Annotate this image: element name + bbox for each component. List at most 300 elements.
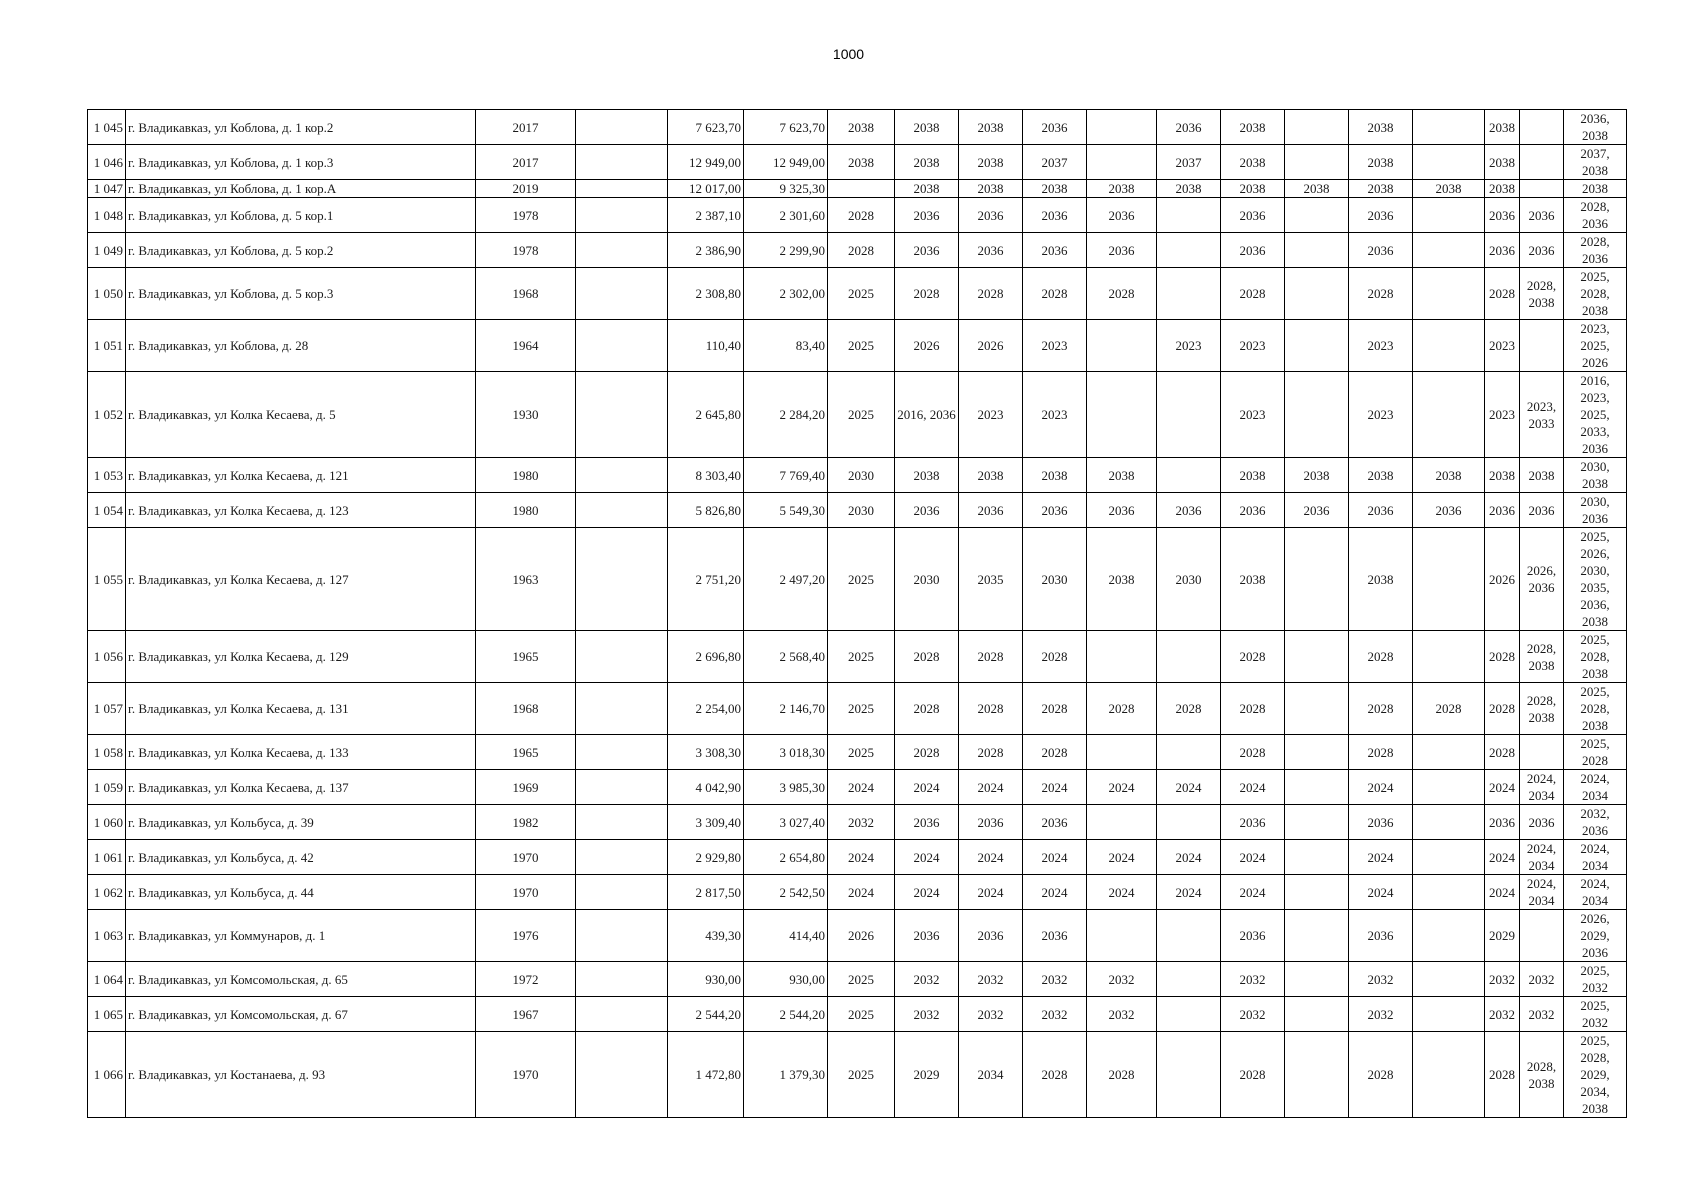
- year-col-9-cell: 2024: [1349, 840, 1413, 875]
- build-year-cell: 2017: [476, 110, 576, 145]
- year-col-4-cell: 2036: [1023, 110, 1087, 145]
- address-cell: г. Владикавказ, ул Колка Кесаева, д. 129: [126, 631, 476, 683]
- year-col-11-cell: 2023: [1485, 320, 1520, 372]
- year-col-8-cell: 2036: [1285, 493, 1349, 528]
- year-col-3-cell: 2036: [959, 910, 1023, 962]
- table-row: [88, 683, 1627, 735]
- year-col-12-cell: 2023, 2033: [1520, 372, 1564, 458]
- year-summary-cell: 2032, 2036: [1564, 805, 1627, 840]
- empty-cell: [576, 962, 668, 997]
- total-area-cell: 2 386,90: [668, 233, 744, 268]
- year-summary-cell: 2024, 2034: [1564, 875, 1627, 910]
- build-year-cell: 1982: [476, 805, 576, 840]
- row-number-cell: 1 062: [88, 875, 126, 910]
- year-col-7-cell: 2028: [1221, 683, 1285, 735]
- year-col-8-cell: [1285, 198, 1349, 233]
- build-year-cell: 1970: [476, 875, 576, 910]
- year-summary-cell: 2023, 2025, 2026: [1564, 320, 1627, 372]
- year-col-2-cell: 2030: [895, 528, 959, 631]
- year-summary-cell: 2024, 2034: [1564, 770, 1627, 805]
- year-col-6-cell: 2037: [1157, 145, 1221, 180]
- row-number-cell: 1 053: [88, 458, 126, 493]
- total-area-cell: 110,40: [668, 320, 744, 372]
- year-col-9-cell: 2023: [1349, 372, 1413, 458]
- year-col-12-cell: 2028, 2038: [1520, 683, 1564, 735]
- year-summary-cell: 2036, 2038: [1564, 110, 1627, 145]
- year-col-12-cell: 2028, 2038: [1520, 268, 1564, 320]
- year-summary-cell: 2025, 2032: [1564, 997, 1627, 1032]
- total-area-cell: 2 817,50: [668, 875, 744, 910]
- year-col-5-cell: 2036: [1087, 198, 1157, 233]
- year-col-8-cell: [1285, 110, 1349, 145]
- year-summary-cell: 2028, 2036: [1564, 233, 1627, 268]
- year-col-6-cell: 2024: [1157, 770, 1221, 805]
- address-cell: г. Владикавказ, ул Кольбуса, д. 39: [126, 805, 476, 840]
- year-col-5-cell: 2038: [1087, 458, 1157, 493]
- year-col-7-cell: 2024: [1221, 770, 1285, 805]
- year-col-7-cell: 2038: [1221, 458, 1285, 493]
- year-col-6-cell: [1157, 997, 1221, 1032]
- address-cell: г. Владикавказ, ул Комсомольская, д. 67: [126, 997, 476, 1032]
- row-number-cell: 1 066: [88, 1032, 126, 1118]
- build-year-cell: 1965: [476, 631, 576, 683]
- empty-cell: [576, 735, 668, 770]
- row-number-cell: 1 059: [88, 770, 126, 805]
- total-area-cell: 2 387,10: [668, 198, 744, 233]
- year-col-10-cell: [1413, 145, 1485, 180]
- year-col-2-cell: 2029: [895, 1032, 959, 1118]
- year-col-4-cell: 2028: [1023, 631, 1087, 683]
- year-col-6-cell: 2028: [1157, 683, 1221, 735]
- year-col-10-cell: 2036: [1413, 493, 1485, 528]
- table-row: [88, 320, 1627, 372]
- year-col-1-cell: 2025: [828, 735, 895, 770]
- row-number-cell: 1 063: [88, 910, 126, 962]
- build-year-cell: 1970: [476, 1032, 576, 1118]
- year-col-10-cell: [1413, 997, 1485, 1032]
- year-col-11-cell: 2036: [1485, 493, 1520, 528]
- living-area-cell: 2 302,00: [744, 268, 828, 320]
- year-col-11-cell: 2028: [1485, 268, 1520, 320]
- year-summary-cell: 2024, 2034: [1564, 840, 1627, 875]
- living-area-cell: 12 949,00: [744, 145, 828, 180]
- year-col-2-cell: 2032: [895, 962, 959, 997]
- year-col-2-cell: 2024: [895, 875, 959, 910]
- year-col-9-cell: 2038: [1349, 528, 1413, 631]
- year-col-4-cell: 2036: [1023, 233, 1087, 268]
- year-col-12-cell: 2038: [1520, 458, 1564, 493]
- year-col-12-cell: 2032: [1520, 962, 1564, 997]
- year-col-1-cell: 2028: [828, 233, 895, 268]
- year-col-5-cell: 2028: [1087, 268, 1157, 320]
- year-col-7-cell: 2036: [1221, 198, 1285, 233]
- address-cell: г. Владикавказ, ул Колка Кесаева, д. 5: [126, 372, 476, 458]
- row-number-cell: 1 060: [88, 805, 126, 840]
- year-col-9-cell: 2038: [1349, 458, 1413, 493]
- year-col-10-cell: [1413, 805, 1485, 840]
- year-col-7-cell: 2023: [1221, 372, 1285, 458]
- year-col-9-cell: 2028: [1349, 735, 1413, 770]
- year-col-8-cell: [1285, 320, 1349, 372]
- year-col-4-cell: 2036: [1023, 910, 1087, 962]
- year-summary-cell: 2030, 2038: [1564, 458, 1627, 493]
- year-col-7-cell: 2024: [1221, 875, 1285, 910]
- year-col-1-cell: 2026: [828, 910, 895, 962]
- total-area-cell: 1 472,80: [668, 1032, 744, 1118]
- year-col-10-cell: [1413, 875, 1485, 910]
- table-row: [88, 268, 1627, 320]
- living-area-cell: 9 325,30: [744, 180, 828, 198]
- build-year-cell: 1976: [476, 910, 576, 962]
- year-col-2-cell: 2028: [895, 735, 959, 770]
- year-col-4-cell: 2028: [1023, 735, 1087, 770]
- row-number-cell: 1 057: [88, 683, 126, 735]
- empty-cell: [576, 631, 668, 683]
- build-year-cell: 1965: [476, 735, 576, 770]
- table-row: [88, 145, 1627, 180]
- year-col-11-cell: 2024: [1485, 840, 1520, 875]
- year-col-11-cell: 2032: [1485, 997, 1520, 1032]
- year-summary-cell: 2025, 2028, 2038: [1564, 631, 1627, 683]
- year-col-5-cell: [1087, 320, 1157, 372]
- year-col-10-cell: 2038: [1413, 180, 1485, 198]
- total-area-cell: 12 017,00: [668, 180, 744, 198]
- year-col-3-cell: 2023: [959, 372, 1023, 458]
- address-cell: г. Владикавказ, ул Кольбуса, д. 42: [126, 840, 476, 875]
- year-col-8-cell: 2038: [1285, 180, 1349, 198]
- year-col-1-cell: 2025: [828, 997, 895, 1032]
- living-area-cell: 2 497,20: [744, 528, 828, 631]
- year-col-12-cell: 2028, 2038: [1520, 631, 1564, 683]
- address-cell: г. Владикавказ, ул Коблова, д. 5 кор.3: [126, 268, 476, 320]
- total-area-cell: 5 826,80: [668, 493, 744, 528]
- year-col-11-cell: 2036: [1485, 233, 1520, 268]
- year-col-1-cell: 2038: [828, 110, 895, 145]
- year-col-10-cell: [1413, 268, 1485, 320]
- year-col-7-cell: 2038: [1221, 110, 1285, 145]
- table-row: [88, 631, 1627, 683]
- year-col-6-cell: 2024: [1157, 840, 1221, 875]
- year-col-10-cell: [1413, 735, 1485, 770]
- year-col-4-cell: 2036: [1023, 198, 1087, 233]
- year-col-2-cell: 2036: [895, 233, 959, 268]
- year-col-10-cell: [1413, 110, 1485, 145]
- table-row: [88, 372, 1627, 458]
- year-col-7-cell: 2038: [1221, 528, 1285, 631]
- address-cell: г. Владикавказ, ул Коблова, д. 5 кор.1: [126, 198, 476, 233]
- total-area-cell: 2 645,80: [668, 372, 744, 458]
- empty-cell: [576, 1032, 668, 1118]
- year-col-8-cell: [1285, 962, 1349, 997]
- year-col-9-cell: 2032: [1349, 997, 1413, 1032]
- empty-cell: [576, 233, 668, 268]
- build-year-cell: 1980: [476, 493, 576, 528]
- build-year-cell: 1978: [476, 198, 576, 233]
- year-col-3-cell: 2028: [959, 268, 1023, 320]
- living-area-cell: 1 379,30: [744, 1032, 828, 1118]
- year-col-5-cell: 2036: [1087, 233, 1157, 268]
- year-col-3-cell: 2024: [959, 770, 1023, 805]
- year-col-9-cell: 2036: [1349, 493, 1413, 528]
- living-area-cell: 414,40: [744, 910, 828, 962]
- year-col-12-cell: 2024, 2034: [1520, 770, 1564, 805]
- table-row: [88, 875, 1627, 910]
- table-row: [88, 997, 1627, 1032]
- year-col-2-cell: 2028: [895, 683, 959, 735]
- year-col-8-cell: [1285, 875, 1349, 910]
- living-area-cell: 2 301,60: [744, 198, 828, 233]
- year-col-11-cell: 2038: [1485, 458, 1520, 493]
- year-col-11-cell: 2038: [1485, 110, 1520, 145]
- year-col-3-cell: 2024: [959, 840, 1023, 875]
- living-area-cell: 7 623,70: [744, 110, 828, 145]
- year-col-11-cell: 2024: [1485, 875, 1520, 910]
- year-col-10-cell: [1413, 198, 1485, 233]
- year-col-12-cell: 2036: [1520, 198, 1564, 233]
- year-col-12-cell: 2024, 2034: [1520, 840, 1564, 875]
- build-year-cell: 1978: [476, 233, 576, 268]
- year-col-6-cell: [1157, 233, 1221, 268]
- year-col-12-cell: 2036: [1520, 493, 1564, 528]
- year-col-8-cell: [1285, 997, 1349, 1032]
- year-col-10-cell: [1413, 840, 1485, 875]
- year-col-4-cell: 2028: [1023, 683, 1087, 735]
- year-col-5-cell: [1087, 631, 1157, 683]
- year-col-4-cell: 2023: [1023, 372, 1087, 458]
- table-row: [88, 910, 1627, 962]
- row-number-cell: 1 047: [88, 180, 126, 198]
- year-col-7-cell: 2023: [1221, 320, 1285, 372]
- address-cell: г. Владикавказ, ул Колка Кесаева, д. 131: [126, 683, 476, 735]
- row-number-cell: 1 045: [88, 110, 126, 145]
- table-row: [88, 805, 1627, 840]
- year-col-5-cell: 2038: [1087, 180, 1157, 198]
- year-col-3-cell: 2028: [959, 735, 1023, 770]
- year-col-1-cell: 2038: [828, 145, 895, 180]
- year-col-1-cell: 2024: [828, 840, 895, 875]
- year-col-4-cell: 2024: [1023, 840, 1087, 875]
- year-summary-cell: 2038: [1564, 180, 1627, 198]
- year-summary-cell: 2025, 2028, 2038: [1564, 683, 1627, 735]
- empty-cell: [576, 910, 668, 962]
- total-area-cell: 4 042,90: [668, 770, 744, 805]
- empty-cell: [576, 268, 668, 320]
- year-col-6-cell: [1157, 962, 1221, 997]
- empty-cell: [576, 372, 668, 458]
- year-summary-cell: 2025, 2032: [1564, 962, 1627, 997]
- living-area-cell: 5 549,30: [744, 493, 828, 528]
- total-area-cell: 7 623,70: [668, 110, 744, 145]
- year-col-5-cell: 2024: [1087, 875, 1157, 910]
- year-col-3-cell: 2028: [959, 683, 1023, 735]
- row-number-cell: 1 051: [88, 320, 126, 372]
- living-area-cell: 2 284,20: [744, 372, 828, 458]
- table-row: [88, 770, 1627, 805]
- year-col-10-cell: [1413, 631, 1485, 683]
- year-summary-cell: 2025, 2028: [1564, 735, 1627, 770]
- year-summary-cell: 2025, 2026, 2030, 2035, 2036, 2038: [1564, 528, 1627, 631]
- year-col-4-cell: 2024: [1023, 770, 1087, 805]
- year-col-9-cell: 2028: [1349, 631, 1413, 683]
- table-row: [88, 962, 1627, 997]
- year-col-11-cell: 2036: [1485, 198, 1520, 233]
- year-col-12-cell: 2036: [1520, 233, 1564, 268]
- living-area-cell: 3 027,40: [744, 805, 828, 840]
- year-col-2-cell: 2036: [895, 910, 959, 962]
- year-col-11-cell: 2028: [1485, 683, 1520, 735]
- empty-cell: [576, 840, 668, 875]
- year-col-2-cell: 2024: [895, 840, 959, 875]
- address-cell: г. Владикавказ, ул Колка Кесаева, д. 133: [126, 735, 476, 770]
- year-col-12-cell: [1520, 180, 1564, 198]
- year-col-5-cell: 2024: [1087, 770, 1157, 805]
- year-col-10-cell: 2038: [1413, 458, 1485, 493]
- address-cell: г. Владикавказ, ул Коблова, д. 5 кор.2: [126, 233, 476, 268]
- living-area-cell: 2 146,70: [744, 683, 828, 735]
- living-area-cell: 83,40: [744, 320, 828, 372]
- year-col-12-cell: [1520, 910, 1564, 962]
- year-col-8-cell: [1285, 735, 1349, 770]
- year-col-10-cell: [1413, 372, 1485, 458]
- year-col-2-cell: 2036: [895, 198, 959, 233]
- year-col-1-cell: 2025: [828, 320, 895, 372]
- year-col-9-cell: 2028: [1349, 1032, 1413, 1118]
- year-col-11-cell: 2032: [1485, 962, 1520, 997]
- year-col-4-cell: 2037: [1023, 145, 1087, 180]
- year-col-2-cell: 2026: [895, 320, 959, 372]
- empty-cell: [576, 145, 668, 180]
- build-year-cell: 1972: [476, 962, 576, 997]
- year-col-7-cell: 2028: [1221, 268, 1285, 320]
- year-col-6-cell: 2030: [1157, 528, 1221, 631]
- year-col-7-cell: 2032: [1221, 962, 1285, 997]
- year-col-1-cell: 2025: [828, 528, 895, 631]
- year-col-2-cell: 2032: [895, 997, 959, 1032]
- address-cell: г. Владикавказ, ул Коблова, д. 28: [126, 320, 476, 372]
- table-row: [88, 180, 1627, 198]
- year-col-6-cell: 2036: [1157, 493, 1221, 528]
- living-area-cell: 2 542,50: [744, 875, 828, 910]
- total-area-cell: 12 949,00: [668, 145, 744, 180]
- total-area-cell: 2 308,80: [668, 268, 744, 320]
- living-area-cell: 3 018,30: [744, 735, 828, 770]
- year-col-8-cell: [1285, 233, 1349, 268]
- year-col-7-cell: 2036: [1221, 910, 1285, 962]
- empty-cell: [576, 997, 668, 1032]
- empty-cell: [576, 683, 668, 735]
- year-col-9-cell: 2024: [1349, 770, 1413, 805]
- year-col-5-cell: [1087, 372, 1157, 458]
- year-col-7-cell: 2036: [1221, 805, 1285, 840]
- year-summary-cell: 2037, 2038: [1564, 145, 1627, 180]
- year-col-4-cell: 2032: [1023, 962, 1087, 997]
- year-col-9-cell: 2032: [1349, 962, 1413, 997]
- year-col-4-cell: 2028: [1023, 268, 1087, 320]
- year-col-5-cell: [1087, 910, 1157, 962]
- year-col-5-cell: 2032: [1087, 962, 1157, 997]
- year-col-1-cell: 2025: [828, 962, 895, 997]
- year-col-3-cell: 2038: [959, 458, 1023, 493]
- year-col-9-cell: 2023: [1349, 320, 1413, 372]
- address-cell: г. Владикавказ, ул Кольбуса, д. 44: [126, 875, 476, 910]
- year-col-5-cell: 2028: [1087, 1032, 1157, 1118]
- page-number: 1000: [832, 46, 865, 62]
- year-col-3-cell: 2035: [959, 528, 1023, 631]
- table-row: [88, 840, 1627, 875]
- year-col-3-cell: 2026: [959, 320, 1023, 372]
- year-col-5-cell: [1087, 110, 1157, 145]
- year-col-7-cell: 2028: [1221, 1032, 1285, 1118]
- year-col-2-cell: 2038: [895, 180, 959, 198]
- row-number-cell: 1 056: [88, 631, 126, 683]
- empty-cell: [576, 458, 668, 493]
- row-number-cell: 1 049: [88, 233, 126, 268]
- year-col-4-cell: 2028: [1023, 1032, 1087, 1118]
- year-col-2-cell: 2024: [895, 770, 959, 805]
- year-col-6-cell: 2023: [1157, 320, 1221, 372]
- year-col-8-cell: 2038: [1285, 458, 1349, 493]
- year-col-9-cell: 2038: [1349, 110, 1413, 145]
- year-col-9-cell: 2036: [1349, 198, 1413, 233]
- year-col-9-cell: 2036: [1349, 910, 1413, 962]
- year-col-7-cell: 2028: [1221, 631, 1285, 683]
- build-year-cell: 1968: [476, 268, 576, 320]
- year-col-8-cell: [1285, 910, 1349, 962]
- empty-cell: [576, 770, 668, 805]
- table-row: [88, 528, 1627, 631]
- year-col-8-cell: [1285, 805, 1349, 840]
- table-row: [88, 1032, 1627, 1118]
- row-number-cell: 1 055: [88, 528, 126, 631]
- year-col-2-cell: 2036: [895, 493, 959, 528]
- address-cell: г. Владикавказ, ул Колка Кесаева, д. 127: [126, 528, 476, 631]
- empty-cell: [576, 198, 668, 233]
- year-col-6-cell: [1157, 1032, 1221, 1118]
- living-area-cell: 2 544,20: [744, 997, 828, 1032]
- year-col-1-cell: 2025: [828, 372, 895, 458]
- year-col-8-cell: [1285, 631, 1349, 683]
- empty-cell: [576, 180, 668, 198]
- total-area-cell: 8 303,40: [668, 458, 744, 493]
- year-col-6-cell: [1157, 631, 1221, 683]
- year-col-2-cell: 2016, 2036: [895, 372, 959, 458]
- total-area-cell: 3 308,30: [668, 735, 744, 770]
- year-col-4-cell: 2038: [1023, 180, 1087, 198]
- year-col-3-cell: 2038: [959, 110, 1023, 145]
- build-year-cell: 1968: [476, 683, 576, 735]
- year-col-9-cell: 2036: [1349, 805, 1413, 840]
- year-col-9-cell: 2028: [1349, 268, 1413, 320]
- row-number-cell: 1 052: [88, 372, 126, 458]
- year-col-10-cell: [1413, 1032, 1485, 1118]
- year-col-12-cell: [1520, 110, 1564, 145]
- year-col-5-cell: [1087, 805, 1157, 840]
- year-col-2-cell: 2036: [895, 805, 959, 840]
- year-col-8-cell: [1285, 372, 1349, 458]
- build-year-cell: 1967: [476, 997, 576, 1032]
- build-year-cell: 1970: [476, 840, 576, 875]
- build-year-cell: 1930: [476, 372, 576, 458]
- table-row: [88, 198, 1627, 233]
- empty-cell: [576, 320, 668, 372]
- year-col-7-cell: 2032: [1221, 997, 1285, 1032]
- year-col-3-cell: 2034: [959, 1032, 1023, 1118]
- year-col-12-cell: 2036: [1520, 805, 1564, 840]
- year-col-1-cell: 2030: [828, 493, 895, 528]
- year-col-11-cell: 2024: [1485, 770, 1520, 805]
- year-col-6-cell: 2024: [1157, 875, 1221, 910]
- build-year-cell: 2017: [476, 145, 576, 180]
